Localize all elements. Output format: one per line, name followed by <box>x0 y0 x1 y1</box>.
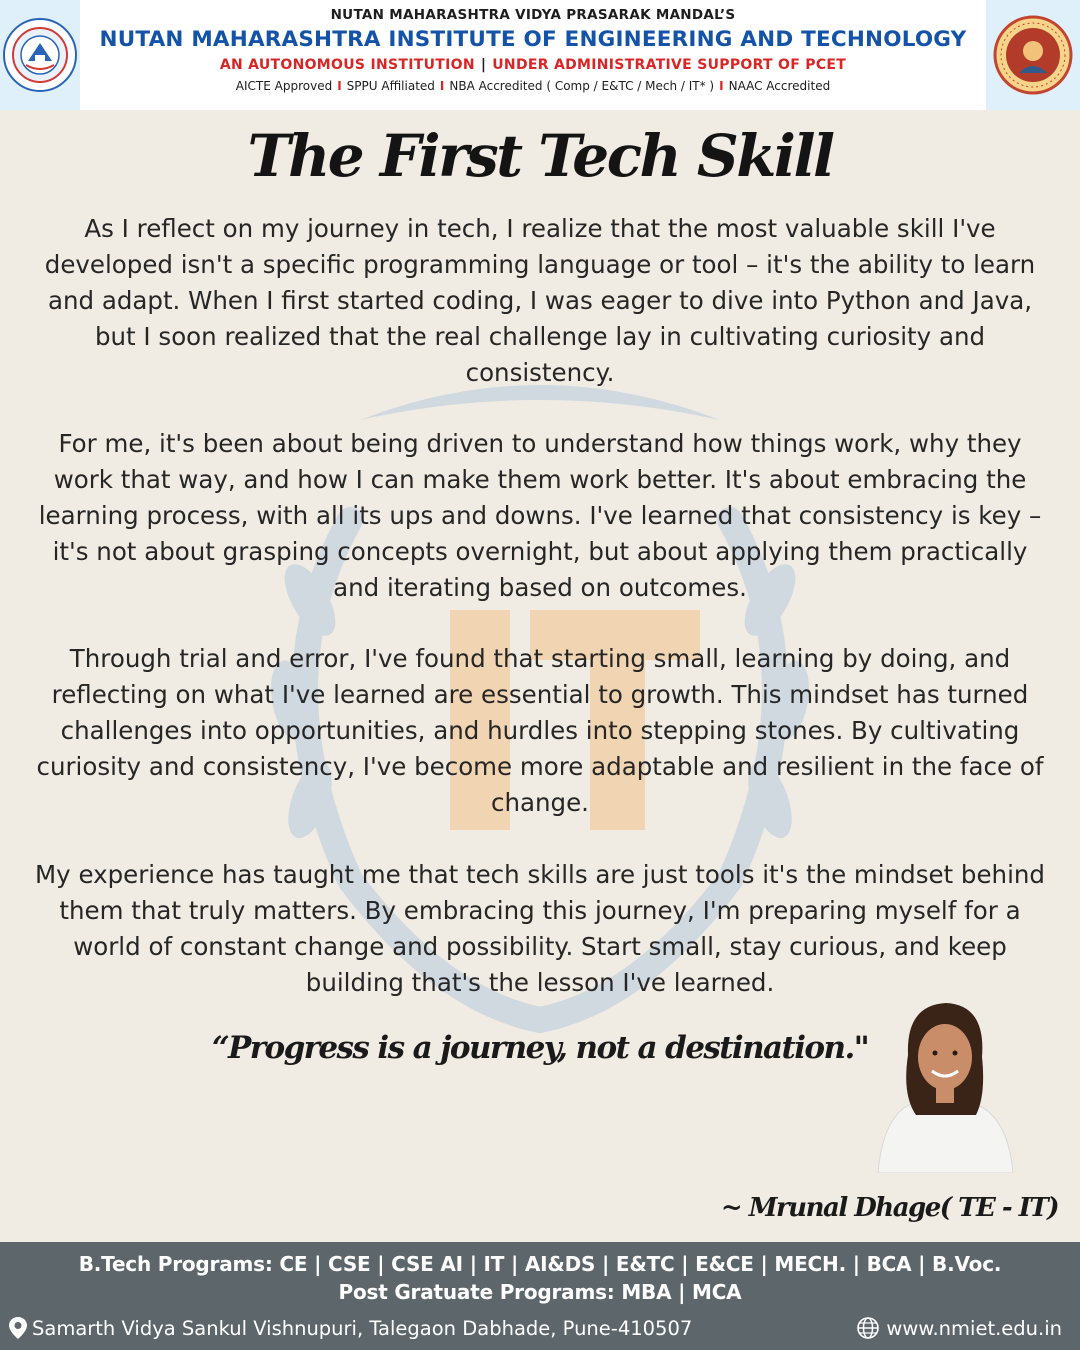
autonomous-label: AN AUTONOMOUS INSTITUTION <box>219 57 475 73</box>
seal-logo-graphic <box>2 17 78 93</box>
article-paragraph-2: For me, it's been about being driven to understand how things work, why they work that way, and how I can make them work better. It's about embracing the learning process, with all its ups and downs. I've learned that consistency is key – it's not about grasping concepts overnight, but about applying them practically and iterating based on outcomes. <box>38 429 1042 602</box>
author-photo <box>868 995 1018 1173</box>
support-label: UNDER ADMINISTRATIVE SUPPORT OF PCET <box>492 57 847 73</box>
autonomous-seal-logo <box>0 0 80 110</box>
accreditation-nba: NBA Accredited ( Comp / E&TC / Mech / IT* ) <box>449 79 715 93</box>
footer-banner <box>0 1242 1080 1350</box>
pg-programs: Post Gratuate Programs: MBA | MCA <box>338 1280 742 1304</box>
accreditation-sppu: SPPU Affiliated <box>346 79 435 93</box>
status-separator: | <box>480 57 487 73</box>
header-banner <box>0 0 1080 110</box>
article-paragraph-3: Through trial and error, I've found that starting small, learning by doing, and reflecting on what I've learned are essential to growth. This mindset has turned challenges into opportunities, and hurdles into stepping stones. By cultivating curiosity and consistency, I've become more adaptable and resilient in the face of change. <box>36 644 1044 817</box>
emblem-logo-graphic <box>993 15 1073 95</box>
accreditation-aicte: AICTE Approved <box>235 79 333 93</box>
mandal-emblem-logo <box>986 0 1080 110</box>
website-link[interactable] <box>856 1316 1062 1340</box>
institute-name: NUTAN MAHARASHTRA INSTITUTE OF ENGINEERING AND TECHNOLOGY <box>99 27 967 52</box>
institution-status <box>80 57 986 73</box>
accreditation-line <box>80 79 986 93</box>
article-paragraph-1: As I reflect on my journey in tech, I realize that the most valuable skill I've developed isn't a specific programming language or tool – it's the ability to learn and adapt. When I first started coding, I was eager to dive into Python and Java, but I soon realized that the real challenge lay in cultivating curiosity and consistency. <box>44 214 1036 387</box>
location-pin-icon <box>8 1316 28 1340</box>
website-text[interactable]: www.nmiet.edu.in <box>886 1316 1062 1340</box>
accreditation-separator: I <box>337 79 342 93</box>
accreditation-separator: I <box>719 79 724 93</box>
accreditation-naac: NAAC Accredited <box>728 79 831 93</box>
closing-quote: “Progress is a journey, not a destination." <box>211 1030 869 1066</box>
campus-address <box>8 1316 692 1340</box>
mandal-name: NUTAN MAHARASHTRA VIDYA PRASARAK MANDAL’S <box>330 7 736 23</box>
article-paragraph-4: My experience has taught me that tech skills are just tools it's the mindset behind them that truly matters. By embracing this journey, I'm preparing myself for a world of constant change and possibility. Start small, stay curious, and keep building that's the lesson I've learned. <box>35 860 1045 997</box>
globe-icon <box>856 1316 880 1340</box>
accreditation-separator: I <box>439 79 445 93</box>
article-title: The First Tech Skill <box>247 122 833 190</box>
author-credit: ~ Mrunal Dhage( TE - IT) <box>720 1193 1058 1223</box>
address-text: Samarth Vidya Sankul Vishnupuri, Talegaon Dabhade, Pune-410507 <box>32 1316 693 1340</box>
btech-programs: B.Tech Programs: CE | CSE | CSE AI | IT | AI&DS | E&TC | E&CE | MECH. | BCA | B.Voc. <box>78 1252 1002 1276</box>
